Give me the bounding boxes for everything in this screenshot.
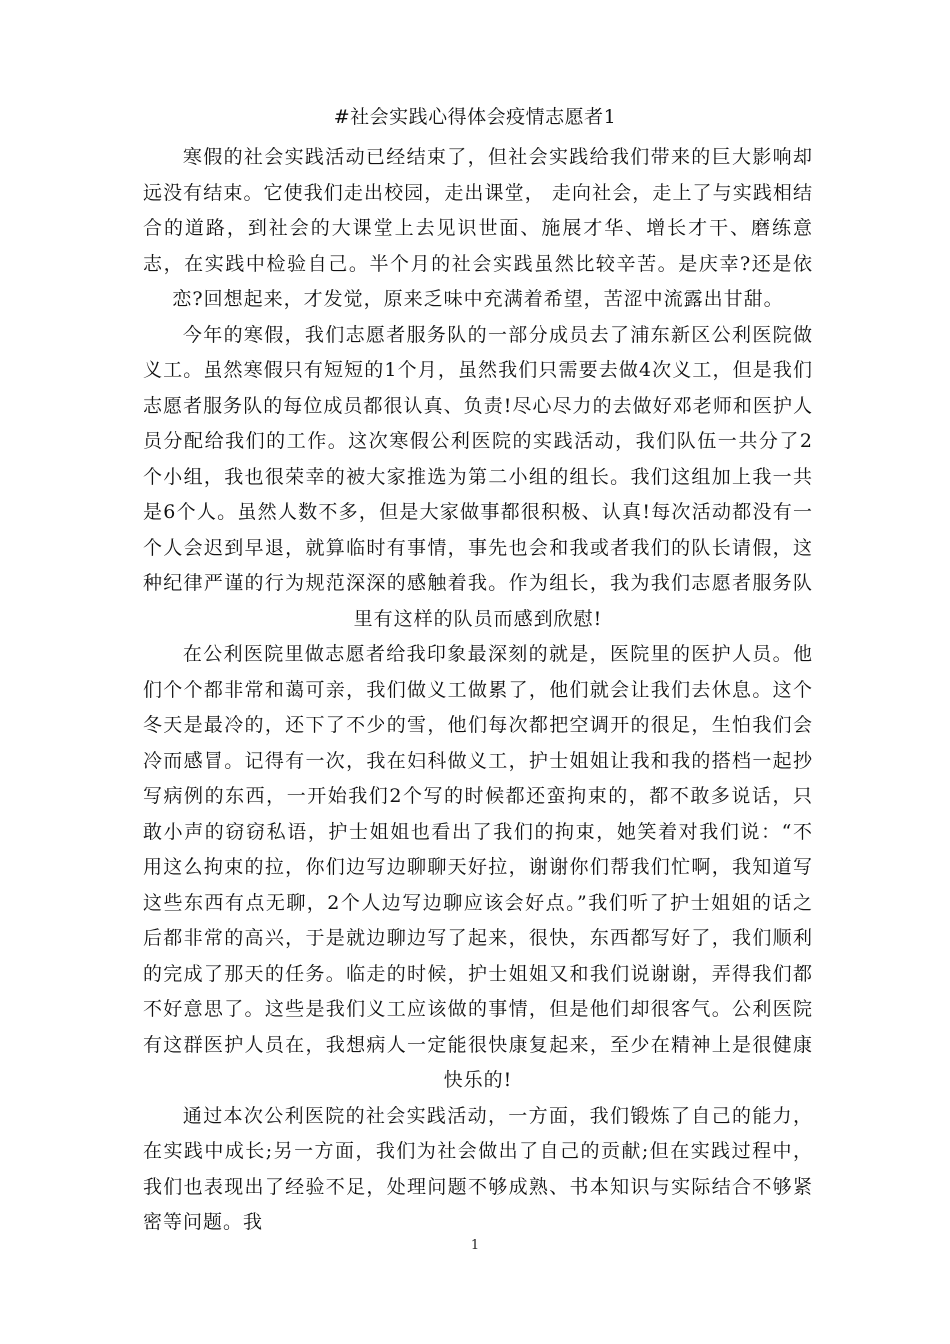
page-number: 1 (470, 1238, 480, 1253)
paragraph-2: 今年的寒假，我们志愿者服务队的一部分成员去了浦东新区公利医院做义工。虽然寒假只有短短的1个月，虽然我们只需要去做4次义工，但是我们志愿者服务队的每位成员都很认真、负责!尽心尽力的去做好邓老师和医护人员分配给我们的工作。这次寒假公利医院的实践活动，我们队伍一共分了2个小组，我也很荣幸的被大家推选为第二小组的组长。我们这组加上我一共是6个人。虽然人数不多，但是大家做事都很积极、认真!每次活动都没有一个人会迟到早退，就算临时有事情，事先也会和我或者我们的队长请假，这种纪律严谨的行为规范深深的感触着我。作为组长，我为我们志愿者服务队里有这样的队员而感到欣慰! (143, 323, 813, 630)
paragraph-3: 在公利医院里做志愿者给我印象最深刻的就是，医院里的医护人员。他们个个都非常和蔼可亲，我们做义工做累了，他们就会让我们去休息。这个冬天是最冷的，还下了不少的雪，他们每次都把空调开的很足，生怕我们会冷而感冒。记得有一次，我在妇科做义工，护士姐姐让我和我的搭档一起抄写病例的东西，一开始我们2个写的时候都还蛮拘束的，都不敢多说话，只敢小声的窃窃私语，护士姐姐也看出了我们的拘束，她笑着对我们说：“不用这么拘束的拉，你们边写边聊聊天好拉，谢谢你们帮我们忙啊，我知道写这些东西有点无聊，2个人边写边聊应该会好点。”我们听了护士姐姐的话之后都非常的高兴，于是就边聊边写了起来，很快，东西都写好了，我们顺利的完成了那天的任务。临走的时候，护士姐姐又和我们说谢谢，弄得我们都不好意思了。这些是我们义工应该做的事情，但是他们却很客气。公利医院有这群医护人员在，我想病人一定能很快康复起来，至少在精神上是很健康快乐的! (143, 643, 813, 1091)
paragraph-1: 寒假的社会实践活动已经结束了，但社会实践给我们带来的巨大影响却远没有结束。它使我们走出校园，走出课堂， 走向社会，走上了与实践相结合的道路，到社会的大课堂上去见识世面、施展才华、增长才干、磨练意志，在实践中检验自己。半个月的社会实践虽然比较辛苦。是庆幸?还是依恋?回想起来，才发觉，原来乏味中充满着希望，苦涩中流露出甘甜。 (143, 146, 813, 310)
document-body (143, 140, 813, 1241)
paragraph-4: 通过本次公利医院的社会实践活动，一方面，我们锻炼了自己的能力，在实践中成长;另一方面，我们为社会做出了自己的贡献;但在实践过程中，我们也表现出了经验不足，处理问题不够成熟、书本知识与实际结合不够紧密等问题。我 (143, 1104, 813, 1233)
document-title: #社会实践心得体会疫情志愿者1 (333, 106, 617, 128)
